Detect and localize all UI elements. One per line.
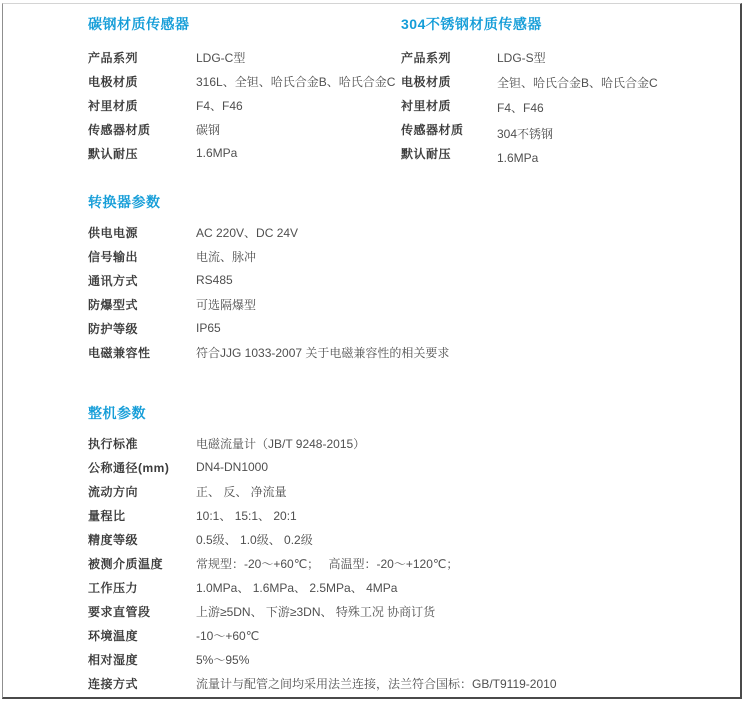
spec-value: RS485 [196,273,233,287]
spec-rows [88,45,398,165]
spec-value: 1.6MPa [196,146,238,160]
table-row [88,292,718,316]
spec-value: 正、 反、 净流量 [196,484,287,499]
spec-value: 碳钢 [196,122,221,137]
spec-label: 执行标准 [88,436,139,451]
section-title: 304不锈钢材质传感器 [401,16,542,32]
spec-label: 工作压力 [88,580,139,595]
table-row [88,316,718,340]
table-row [401,141,737,165]
table-row [88,527,736,551]
table-row [88,455,736,479]
spec-value: AC 220V、DC 24V [196,225,299,240]
table-row [401,117,737,141]
spec-label: 默认耐压 [401,146,452,161]
spec-value: LDG-C型 [196,50,246,65]
section-304-stainless-sensor [401,14,737,165]
table-row [88,93,398,117]
spec-label: 信号输出 [88,249,139,264]
spec-value: 0.5级、 1.0级、 0.2级 [196,532,313,547]
spec-label: 供电电源 [88,225,139,240]
spec-value: F4、F46 [497,100,544,115]
table-row [401,93,737,117]
spec-label: 衬里材质 [401,98,452,113]
spec-value: F4、F46 [196,98,243,113]
section-title: 转换器参数 [88,194,161,210]
spec-label: 默认耐压 [88,146,139,161]
spec-label: 防护等级 [88,321,139,336]
table-row [88,623,736,647]
section-machine-params [88,403,736,695]
table-row [88,69,398,93]
spec-label: 环境温度 [88,628,139,643]
spec-label: 被测介质温度 [88,556,164,571]
spec-label: 要求直管段 [88,604,151,619]
section-title: 碳钢材质传感器 [88,16,190,32]
spec-label: 流动方向 [88,484,139,499]
table-row [88,340,718,364]
spec-value: 1.0MPa、 1.6MPa、 2.5MPa、 4MPa [196,580,398,595]
spec-value: 10:1、 15:1、 20:1 [196,508,297,523]
table-row [88,244,718,268]
spec-value: 常规型：-20～+60℃； 高温型：-20～+120℃； [196,556,459,571]
table-row [88,220,718,244]
table-row [88,268,718,292]
spec-value: 全钽、哈氏合金B、哈氏合金C [497,75,658,90]
spec-value: 316L、全钽、哈氏合金B、哈氏合金C [196,74,396,89]
spec-label: 电磁兼容性 [88,345,151,360]
table-row [88,431,736,455]
spec-value: 1.6MPa [497,151,539,165]
table-row [401,69,737,93]
spec-label: 传感器材质 [401,122,464,137]
spec-label: 相对湿度 [88,652,139,667]
spec-label: 电极材质 [88,74,139,89]
spec-label: 电极材质 [401,74,452,89]
table-row [88,551,736,575]
table-row [88,599,736,623]
spec-label: 产品系列 [88,50,139,65]
spec-value: DN4-DN1000 [196,460,269,474]
spec-rows [88,431,736,695]
table-row [88,503,736,527]
spec-value: 电磁流量计（JB/T 9248-2015） [196,436,366,451]
spec-label: 公称通径(mm) [88,460,170,475]
table-row [88,671,736,695]
table-row [88,647,736,671]
spec-rows [88,220,718,364]
table-row [88,575,736,599]
spec-rows [401,45,737,165]
table-row [88,45,398,69]
spec-label: 精度等级 [88,532,139,547]
spec-label: 连接方式 [88,676,139,691]
section-converter-params [88,192,718,364]
table-row [88,479,736,503]
spec-value: 5%～95% [196,652,250,667]
spec-value: LDG-S型 [497,50,546,65]
spec-label: 量程比 [88,508,126,523]
spec-value: 可选隔爆型 [196,297,257,312]
spec-value: 流量计与配管之间均采用法兰连接，法兰符合国标：GB/T9119-2010 [196,676,557,691]
spec-label: 通讯方式 [88,273,139,288]
spec-value: IP65 [196,321,221,335]
spec-label: 传感器材质 [88,122,151,137]
spec-value: 符合JJG 1033-2007 关于电磁兼容性的相关要求 [196,345,450,360]
section-title: 整机参数 [88,405,146,421]
spec-value: 电流、脉冲 [196,249,257,264]
spec-value: 上游≥5DN、 下游≥3DN、 特殊工况 协商订货 [196,604,436,619]
spec-value: 304不锈钢 [497,126,554,141]
table-row [401,45,737,69]
spec-label: 防爆型式 [88,297,139,312]
spec-label: 产品系列 [401,50,452,65]
table-row [88,141,398,165]
section-carbon-steel-sensor [88,14,398,165]
spec-label: 衬里材质 [88,98,139,113]
table-row [88,117,398,141]
spec-value: -10～+60℃ [196,628,260,643]
